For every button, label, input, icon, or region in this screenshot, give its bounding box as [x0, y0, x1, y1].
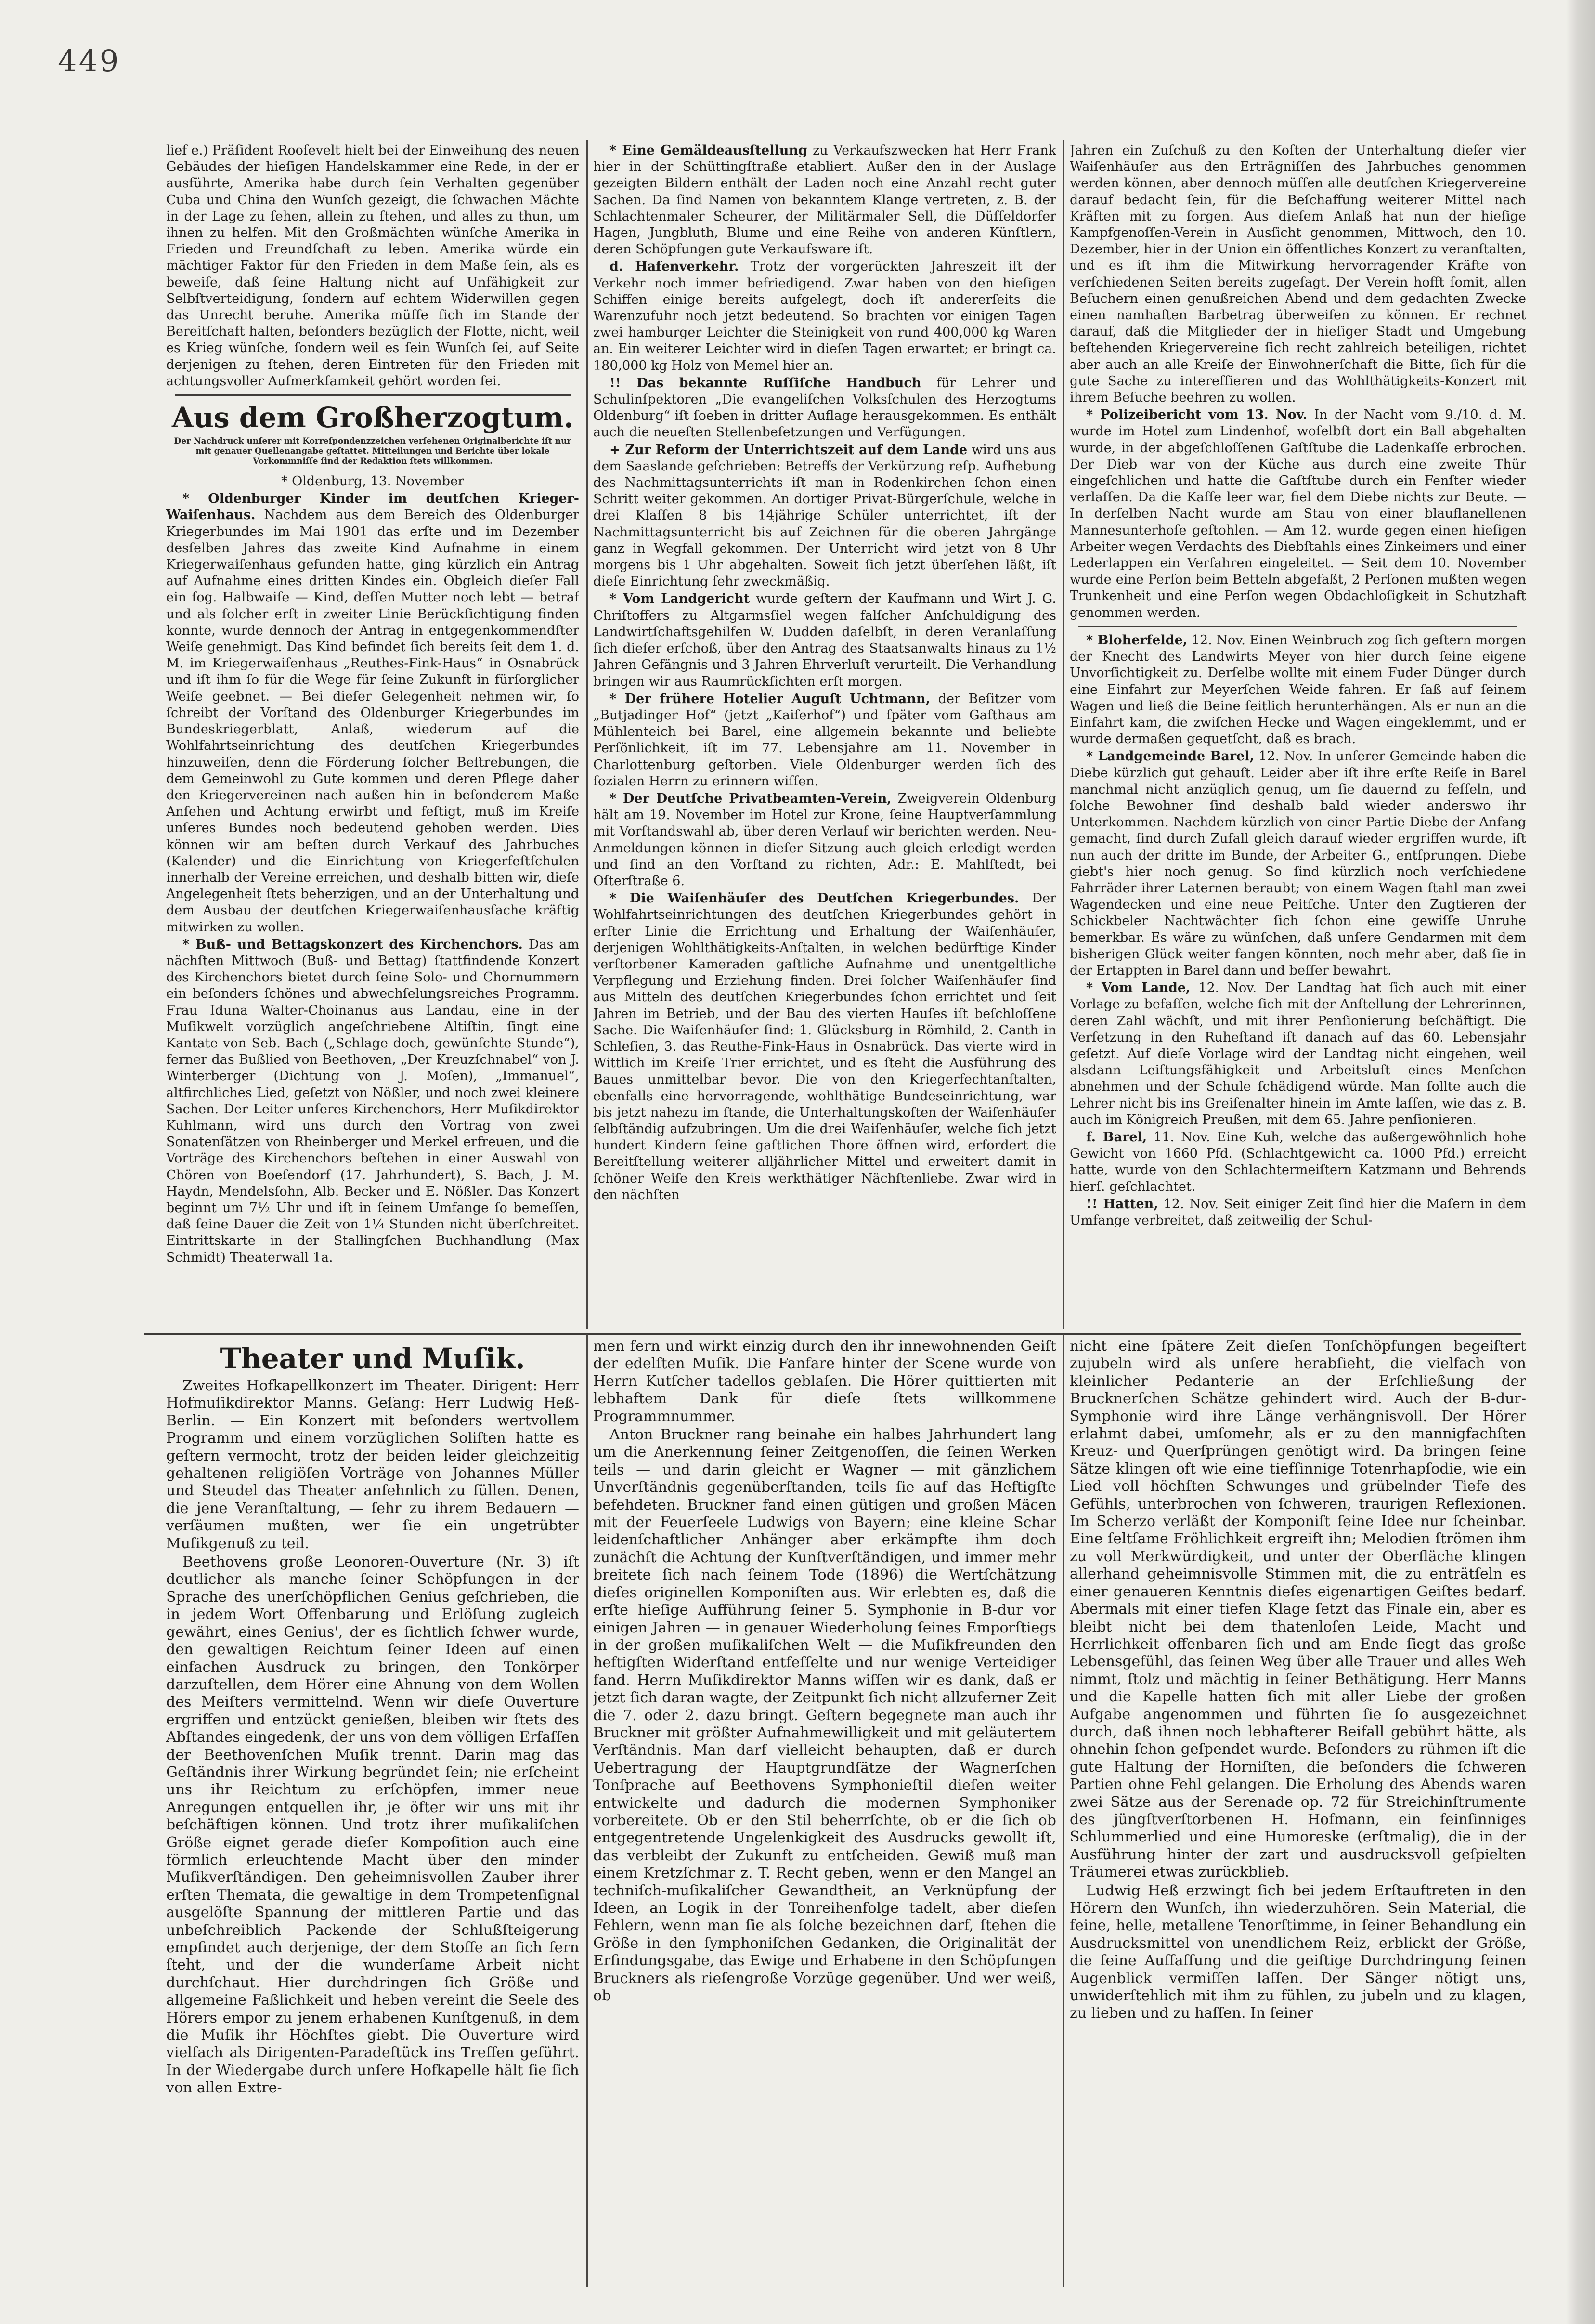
text-waisenhaus-continued: Jahren ein Zuſchuß zu den Koſten der Unterhaltung dieſer vier Waiſenhäuſer aus den Erträgniſſen des Jahrbuches genommen werden können, aber dennoch müſſen alle deutſchen Kriegervereine darauf bedacht ſein, für die Beſchaffung weiterer Mittel nach Kräften mit zu ſorgen. Aus dieſem Anlaß hat nun der hieſige Kampfgenoſſen-Verein in Ausſicht genommen, Mittwoch, den 10. Dezember, hier in der Union ein öffentliches Konzert zu veranſtalten, und es iſt ihm die Mitwirkung hervorragender Kräfte von verſchiedenen Seiten bereits zugeſagt. Der Verein hofft ſomit, allen Beſuchern einen genußreichen Abend und dem gedachten Zwecke einen namhaften Barbetrag überweiſen zu können. Er rechnet darauf, daß die Mitglieder der in hieſiger Stadt und Umgebung beſtehenden Kriegervereine ſich recht zahlreich beteiligen, richtet aber auch an alle Kreiſe der Einwohnerſchaft die Bitte, ſich für die gute Sache zu intereſſieren und das Wohlthätigkeits-Konzert mit ihrem Beſuche beehren zu wollen. — [1070, 143, 1526, 405]
divider — [175, 394, 571, 396]
text-vom-lande: 12. Nov. Der Landtag hat ſich auch mit einer Vorlage zu befaſſen, welche ſich mit der Anſtellung der Lehrerinnen, deren Zahl wächſt, und mit ihrer Penſionierung beſchäftigt. Die Verſetzung in den Ruheſtand iſt danach auf das 60. Lebensjahr geſetzt. Auf dieſe Vorlage wird der Landtag nicht eingehen, weil alsdann Leiſtungsfähigkeit und Arbeitsluſt eines Menſchen abnehmen und der Schule ſchädigend würde. Man ſollte auch die Lehrer nicht bis ins Greiſenalter hinein im Amte laſſen, wie das z. B. auch im Königreich Preußen, mit dem 65. Jahre penſionieren. — [1070, 980, 1526, 1127]
headline-bloherfelde: * Bloherfelde, — [1086, 632, 1188, 648]
section-title-theater: Theater und Muſik. — [220, 1342, 525, 1375]
headline-landgemeinde-barel: * Landgemeinde Barel, — [1086, 749, 1254, 764]
headline-barel: f. Barel, — [1086, 1129, 1147, 1145]
text-landgericht: wurde geſtern der Kaufmann und Wirt J. G. Chriſtoffers zu Altgarmsſiel wegen falſcher Anſchuldigung des Landwirtſchaftsgehilfen W. Dudden daſelbſt, in deren Veranlaſſung ſich dieſer erſchoß, über den Antrag des Staatsanwalts hinaus zu 1½ Jahren Gefängnis und 3 Jahren Ehrverluſt verurteilt. Die Verhandlung bringen wir aus Raumrückſichten erſt morgen. — [593, 591, 1056, 689]
divider — [1078, 626, 1517, 627]
text-handbuch: für Lehrer und Schulinſpektoren „Die evangeliſchen Volksſchulen des Herzogtums Oldenburg“ iſt ſoeben in dritter Auflage herausgekommen. Es enthält auch die neueſten Stellenbeſetzungen und Verfügungen. — [593, 375, 1056, 440]
section-title-grossherzogtum: Aus dem Großherzogtum. — [171, 401, 574, 434]
headline-landgericht: * Vom Landgericht — [609, 591, 750, 607]
text-bruckner-continued: nicht eine ſpätere Zeit dieſen Tonſchöpfungen begeiſtert zujubeln wird als unſere herabſieht, die vielfach von kleinlicher Pedanterie an der Erſchließung der Brucknerſchen Schätze gehindert wird. Auch der B-dur-Symphonie wird ihre Länge verhängnisvoll. Der Hörer erlahmt dabei, umſomehr, als er zu den mannigfachſten Kreuz- und Querſprüngen genötigt wird. Da bringen ſeine Sätze klingen oft wie eine tiefſinnige Totenrhapſodie, wie ein Lied voll höchſten Schwunges und grübelnder Tiefe des Gefühls, unterbrochen von ſchweren, traurigen Reflexionen. Im Scherzo verläßt der Komponiſt ſeine Idee nur ſcheinbar. Eine ſeltſame Fröhlichkeit ergreift ihn; Melodien ſtrömen ihm zu voll Merkwürdigkeit, und unter der Oberfläche klingen allerhand geheimnisvolle Stimmen mit, die zu enträtſeln es einer genaueren Kenntnis dieſes eigenartigen Geiſtes bedarf. Abermals mit einer tiefen Klage ſetzt das Finale ein, aber es bleibt nicht bei dem thatenloſen Leide, Macht und Herrlichkeit offenbaren ſich und am Ende ſiegt das große Lebensgefühl, das ſeinen Weg über alle Trauer und alles Weh nimmt, ſtolz und mächtig in ſeiner Bethätigung. Herr Manns und die Kapelle hatten ſich mit aller Liebe der großen Aufgabe angenommen und führten ſie ſo ausgezeichnet durch, daß ihnen noch lebhafterer Beifall gebührt hätte, als ohnehin ſchon geſpendet wurde. Beſonders zu rühmen iſt die gute Haltung der Horniſten, die beſonders die ſchweren Partien ohne Fehl gelangen. Die Erholung des Abends waren zwei Sätze aus der Serenade op. 72 für Streichinſtrumente des jüngſtverſtorbenen H. Hofmann, ein feinſinniges Schlummerlied und eine Humoreske (erſtmalig), die in der Ausführung hinter der zart und ausdrucksvoll geſpielten Träumerei etwas zurückblieb. — [1070, 1338, 1526, 1881]
headline-hafenverkehr: d. Hafenverkehr. — [609, 259, 739, 274]
text-bruckner: Anton Bruckner rang beinahe ein halbes Jahrhundert lang um die Anerkennung ſeiner Zeitgenoſſen, die ſeinen Werken teils — und darin gleicht er Wagner — mit gänzlichem Unverſtändnis gegenüberſtanden, teils ſie auf das Heftigſte befehdeten. Bruckner fand einen gütigen und großen Mäcen mit der Feuerſeele Ludwigs von Bayern; eine kleine Schar leidenſchaftlicher Anhänger aber erkämpfte ihm doch zunächſt die Achtung der Kunſtverſtändigen, und immer mehr breitete ſich nach ſeinem Tode (1896) die Wertſchätzung dieſes originellen Komponiſten aus. Wir erlebten es, daß die erſte hieſige Aufführung ſeiner 5. Symphonie in B-dur vor einigen Jahren — in genauer Wiederholung ſeines Emporſtiegs in der großen muſikaliſchen Welt — die Muſikfreunden den heftigſten Widerſtand entfeſſelte und nur wenige Verteidiger fand. Herrn Muſikdirektor Manns wiſſen wir es dank, daß er jetzt ſich daran wagte, der Zeitpunkt ſich nicht allzuferner Zeit die 7. oder 2. dazu bringt. Geſtern begegnete man auch ihr Bruckner mit größter Aufnahmewilligkeit und mit geläutertem Verſtändnis. Man darf vielleicht behaupten, daß er durch Uebertragung der Hauptgrundſätze der Wagnerſchen Tonſprache auf Beethovens Symphonieſtil dieſen weiter entwickelte und dadurch die modernen Symphoniker vorbereitete. Ob er den Stil beherrſchte, ob er die ſich ob entgegentretende Ungelenkigkeit des Ausdrucks gewollt iſt, das verbleibt der Zukunft zu entſcheiden. Gewiß muß man einem Kretzſchmar z. T. Recht geben, wenn er den Mangel an techniſch-muſikaliſcher Gewandtheit, an Verknüpfung der Ideen, an Logik in der Tonreihenfolge tadelt, aber dieſen Fehlern, wenn man ſie als ſolche bezeichnen darf, ſtehen die Größe in den ſymphoniſchen Gedanken, die Originalität der Erfindungsgabe, das Ewige und Erhabene in den Schöpfungen Bruckners als rieſengroße Vorzüge gegenüber. Und wer weiß, ob — [593, 1426, 1056, 2005]
headline-gemaeldeausstellung: * Eine Gemäldeausſtellung — [609, 143, 807, 158]
text-hafenverkehr: Trotz der vorgerückten Jahreszeit iſt der Verkehr noch immer befriedigend. Zwar haben von den hieſigen Schiffen einige bereits aufgelegt, doch iſt andererſeits die Warenzufuhr noch jetzt bedeutend. So brachten vor einigen Tagen zwei hamburger Leichter die Steinigkeit von rund 400,000 kg Waren an. Ein weiterer Leichter wird in dieſen Tagen erwartet; er bringt ca. 180,000 kg Holz von Memel hier an. — [593, 259, 1056, 373]
headline-privatbeamten: * Der Deutſche Privatbeamten-Verein, — [609, 791, 892, 806]
headline-vom-lande: * Vom Lande, — [1086, 980, 1191, 996]
text-uchtmann: der Beſitzer vom „Butjadinger Hof“ (jetzt „Kaiſerhof“) und ſpäter vom Gaſthaus am Mühlenteich bei Barel, eine allgemein bekannte und beliebte Perſönlichkeit, iſt im 77. Lebensjahre am 11. November in Charlottenburg geſtorben. Viele Oldenburger werden ſich des ſozialen Herrn zu erinnern wiſſen. — [593, 691, 1056, 789]
text-kriegerwaisenhaus: Nachdem aus dem Bereich des Oldenburger Kriegerbundes im Mai 1901 das erſte und im Dezember desſelben Jahres das zweite Kind Aufnahme in einem Kriegerwaiſenhaus gefunden hatte, ging kürzlich ein Antrag auf Aufnahme eines dritten Kindes ein. Obgleich dieſer Fall ein ſog. Halbwaiſe — Kind, deſſen Mutter noch lebt — betraf und als ſolcher erſt in zweiter Linie Berückſichtigung finden konnte, wurde dennoch der Antrag in entgegenkommendſter Weiſe genehmigt. Das Kind befindet ſich bereits ſeit dem 1. d. M. im Kriegerwaiſenhaus „Reuthes-Fink-Haus“ in Osnabrück und iſt ihm ſo für die Wege für ſeine Zukunft in fürſorglicher Weiſe geebnet. — Bei dieſer Gelegenheit nehmen wir, ſo ſchreibt der Vorſtand des Oldenburger Kriegerbundes im Bundeskriegerblatt, Anlaß, wiederum auf die Wohlfahrtseinrichtung des deutſchen Kriegerbundes hinzuweiſen, denn die Förderung ſolcher Beſtrebungen, die dem Gemeinwohl zu Gute kommen und deren Pflege daher den Kriegervereinen nach außen hin in beſonderem Maße Anſehen und Achtung erwirbt und feſtigt, muß im Kreiſe unſeres Bundes noch bedeutend gehoben werden. Dies können wir am beſten durch Verkauf des Jahrbuches (Kalender) und die Einrichtung von Kriegerfeſtſchulen innerhalb der Vereine erreichen, und deshalb bitten wir, dieſe Angelegenheit ſtets beherzigen, und an der Unterhaltung und dem Ausbau der deutſchen Kriegerwaiſenhausſache kräftig mitwirken zu wollen. — [166, 508, 579, 935]
text-leonoren-ouverture: Beethovens große Leonoren-Ouverture (Nr. 3) iſt deutlicher als manche ſeiner Schöpfungen in der Sprache des unerſchöpflichen Genius geſchrieben, die in jedem Wort Offenbarung und Erlöſung zugleich gewährt, eines Genius', der es ſichtlich ſchwer wurde, den gewaltigen Reichtum ſeiner Ideen auf einen einfachen Ausdruck zu bringen, den Tonkörper darzuſtellen, dem Hörer eine Ahnung von dem Wollen des Meiſters vermittelnd. Wenn wir dieſe Ouverture ergriffen und entzückt genießen, bleiben wir ſtets des Abſtandes eingedenk, der uns von dem völligen Erfaſſen der Beethovenſchen Muſik trennt. Darin mag das Geſtändnis ihrer Wirkung begründet ſein; nie erſcheint uns ihr Reichtum zu erſchöpfen, immer neue Anregungen entquellen ihr, je öfter wir uns mit ihr beſchäftigen können. Und trotz ihrer muſikaliſchen Größe eignet gerade dieſer Kompoſition auch eine förmlich erleuchtende Macht über den minder Muſikverſtändigen. Den geheimnisvollen Zauber ihrer erſten Themata, die gewaltige in dem Trompetenſignal ausgelöſte Spannung der mittleren Partie und das unbeſchreiblich Packende der Schlußſteigerung empfindet auch derjenige, der dem Stoffe an ſich fern ſteht, und der die wunderſame Arbeit nicht durchſchaut. Hier durchdringen ſich Größe und allgemeine Faßlichkeit und heben vereint die Seele des Hörers empor zu jenem erhabenen Kunſtgenuß, in dem die Muſik ihr Höchſtes giebt. Die Ouverture wird vielfach als Dirigenten-Paradeſtück ins Treffen geführt. In der Wiedergabe durch unſere Hofkapelle hält ſie ſich von allen Extre- — [166, 1554, 579, 2097]
paragraph-roosevelt: lief e.) Präſident Rooſevelt hielt bei der Einweihung des neuen Gebäudes der hieſigen Handelskammer eine Rede, in der er ausführte, Amerika habe durch ſein Verhalten gegenüber Cuba und China den Wunſch gezeigt, die ſchwachen Mächte in der Lage zu ſehen, allein zu ſtehen, und alles zu thun, um ihnen zu helfen. Mit den Großmächten wünſche Amerika in Frieden und Freundſchaft zu leben. Amerika würde ein mächtiger Faktor für den Frieden in dem Maße ſein, als es beweiſe, daß ſeine Haltung nicht auf Unfähigkeit zur Selbſtverteidigung, ſondern auf echtem Widerwillen gegen das Unrecht beruhe. Amerika müſſe ſich im Stande der Bereitſchaft halten, beſonders bezüglich der Flotte, nicht, weil es Krieg wünſche, ſondern weil es ſein Wunſch ſei, auf Seite derjenigen zu ſtehen, deren Eintreten für den Frieden mit achtungsvoller Aufmerkſamkeit gehört worden ſei. — [166, 143, 579, 389]
page-number: 449 — [58, 43, 121, 78]
text-unterrichtszeit: wird uns aus dem Saaslande geſchrieben: Betreffs der Verkürzung reſp. Aufhebung des Nachmittagsunterrichts iſt man in Rodenkirchen ſchon einen Schritt weiter gekommen. An dortiger Privat-Bürgerſchule, welche in drei Klaſſen 8 bis 14jährige Schüler unterrichtet, iſt der Nachmittagsunterricht bis auf Zeichnen für die oberen Jahrgänge ganz in Wegfall gekommen. Der Unterricht wird jetzt von 8 Uhr morgens bis 1 Uhr abgehalten. Soweit ſich jetzt überſehen läßt, iſt dieſe Einrichtung ſehr zweckmäßig. — [593, 442, 1056, 589]
text-polizeibericht: In der Nacht vom 9./10. d. M. wurde im Hotel zum Lindenhof, woſelbſt dort ein Ball abgehalten wurde, in der abgeſchloſſenen Gaſtſtube die Ladenkaſſe erbrochen. Der Dieb war von der Küche aus durch eine zweite Thür eingeſchlichen und hatte die Gaſtſtube durch ein Fenſter wieder verlaſſen. Da die Kaſſe leer war, fiel dem Diebe nichts zur Beute. — In derſelben Nacht wurde am Stau von einer blauflanellenen Mannesunterhoſe geſtohlen. — Am 12. wurde gegen einen hieſigen Arbeiter wegen Verdachts des Diebſtahls eines Zinkeimers und einer Lederlappen ein Verfahren eingeleitet. — Seit dem 10. November wurde eine Perſon beim Betteln abgefaßt, 2 Perſonen mußten wegen Trunkenheit und eine Perſon wegen Obdachloſigkeit in Schutzhaft genommen werden. — [1070, 407, 1526, 620]
text-waisenhaeuser: Der Wohlfahrtseinrichtungen des deutſchen Kriegerbundes gehört in erſter Linie die Errichtung und Erhaltung der Waiſenhäuſer, derjenigen Wohlthätigkeits-Anſtalten, in welchen bedürftige Kinder verſtorbener Kameraden gaſtliche Aufnahme und unentgeltliche Verpflegung und Erziehung finden. Drei ſolcher Waiſenhäuſer ſind aus Mitteln des deutſchen Kriegerbundes ſchon errichtet und ſeit Jahren im Betrieb, und der Bau des vierten Hauſes iſt beſchloſſene Sache. Die Waiſenhäuſer ſind: 1. Glücksburg in Römhild, 2. Canth in Schleſien, 3. das Reuthe-Fink-Haus in Osnabrück. Das vierte wird in Wittlich im Kreiſe Trier errichtet, und es ſteht die Ausführung des Baues unmittelbar bevor. Die von den Kriegerfechtanſtalten, ebenfalls eine hervorragende, wohlthätige Bundeseinrichtung, war bis jetzt nahezu im ſtande, die Unterhaltungskoſten der Waiſenhäuſer ſelbſtändig aufzubringen. Um die drei Waiſenhäuſer, welche ſich jetzt hundert Kindern ſeine gaſtlichen Thore öffnen wird, erfordert die Bereitſtellung weiterer alljährlicher Mittel und erweitert damit in ſchöner Weiſe den Kreis werkthätiger Nächſtenliebe. Zwar wird in den nächſten — [593, 891, 1056, 1202]
dateline: * Oldenburg, 13. November — [281, 474, 464, 489]
headline-kriegerwaisenhaus: * Oldenburger Kinder im deutſchen Krieger-Waiſenhaus. — [166, 491, 579, 523]
page-edge-shadow — [1566, 0, 1595, 2324]
column-rule-4 — [1063, 1334, 1064, 2287]
text-privatbeamten: Zweigverein Oldenburg hält am 19. November im Hotel zur Krone, ſeine Hauptverſammlung mit Vorſtandswahl ab, über deren Verlauf wir berichten werden. Neu-Anmeldungen können in dieſer Sitzung auch gleich erledigt werden und ſind an den Vorſtand zu richten, Adr.: E. Mahlſtedt, bei Oſterſtraße 6. — [593, 791, 1056, 888]
column-rule-3 — [586, 1334, 588, 2287]
column-3-top — [1070, 143, 1526, 1328]
headline-uchtmann: * Der frühere Hotelier Auguſt Uchtmann, — [609, 691, 930, 706]
section-divider — [144, 1333, 1521, 1335]
column-2-top — [593, 143, 1056, 1328]
headline-unterrichtszeit: + Zur Reform der Unterrichtszeit auf dem Lande — [609, 442, 968, 457]
text-gemaeldeausstellung: zu Verkaufszwecken hat Herr Frank hier in der Schüttingſtraße etabliert. Außer den in der Auslage gezeigten Bildern enthält der Laden noch eine Anzahl recht guter Sachen. Da ſind Namen von bekanntem Klange vertreten, z. B. der Schlachtenmaler Scheurer, der Militärmaler Sell, die Düſſeldorfer Hagen, Jungbluth, Blume und eine Reihe von anderen Künſtlern, deren Schöpfungen gute Verkaufsware iſt. — [593, 143, 1056, 257]
headline-polizeibericht: * Polizeibericht vom 13. Nov. — [1086, 407, 1308, 423]
section-subtitle: Der Nachdruck unſerer mit Korreſpondenzzeichen verſehenen Originalberichte iſt nur mit genauer Quellenangabe geſtattet. Mitteilungen und Berichte über lokale Vorkommniſſe ſind der Redaktion ſtets willkommen. — [174, 436, 571, 467]
column-3-bottom — [1070, 1338, 1526, 2282]
text-ludwig-hess: Ludwig Heß erzwingt ſich bei jedem Erſtauftreten in den Hörern den Wunſch, ihn wiederzuhören. Sein Material, die feine, helle, metallene Tenorſtimme, in ſeiner Behandlung ein Ausdrucksmittel von unendlichem Reiz, erblickt der Größe, die feine Auffaſſung und die geiſtige Durchdringung ſeinen Augenblick vermiſſen laſſen. Der Sänger nötigt uns, unwiderſtehlich mit ihm zu fühlen, zu jubeln und zu klagen, zu lieben und zu haſſen. In ſeiner — [1070, 1882, 1526, 2022]
column-2-bottom — [593, 1338, 1056, 2282]
headline-bettagskonzert: * Buß- und Bettagskonzert des Kirchenchors. — [182, 937, 523, 952]
text-barel: 11. Nov. Eine Kuh, welche das außergewöhnlich hohe Gewicht von 1660 Pfd. (Schlachtgewicht ca. 1000 Pfd.) erreicht hatte, wurde von den Schlachtermeiſtern Katzmann und Behrends hierſ. geſchlachtet. — [1070, 1129, 1526, 1194]
headline-waisenhaeuser: * Die Waiſenhäuſer des Deutſchen Kriegerbundes. — [609, 891, 1019, 906]
column-rule-1 — [586, 140, 588, 1329]
text-bloherfelde: 12. Nov. Einen Weinbruch zog ſich geſtern morgen der Knecht des Landwirts Meyer von hier durch ſeine eigene Unvorſichtigkeit zu. Derſelbe wollte mit einem Fuder Dünger durch eine Einfahrt zur Meyerſchen Weide fahren. Er ſaß auf ſeinem Wagen und ließ die Beine ſeitlich herunterhängen. Als er nun an die Einfahrt kam, die zwiſchen Hecke und Wagen eingeklemmt, und er wurde dermaßen gequetſcht, daß es brach. — [1070, 632, 1526, 747]
column-1-top — [166, 143, 579, 1328]
column-rule-2 — [1063, 140, 1064, 1329]
text-bettagskonzert: Das am nächſten Mittwoch (Buß- und Bettag) ſtattfindende Konzert des Kirchenchors bietet durch ſeine Solo- und Chornummern ein beſonders ſchönes und abwechſelungsreiches Programm. Frau Iduna Walter-Choinanus aus Landau, eine in der Muſikwelt vorzüglich angeſchriebene Altiſtin, ſingt eine Kantate von Seb. Bach („Schlage doch, gewünſchte Stunde“), ferner das Bußlied von Beethoven, „Der Kreuzſchnabel“ von J. Winterberger (Dichtung von J. Moſen), „Immanuel“, altfirchliches Lied, geſetzt von Nößler, und noch zwei kleinere Sachen. Der Leiter unſeres Kirchenchors, Herr Muſikdirektor Kuhlmann, wird uns durch den Vortrag von zwei Sonatenſätzen von Rheinberger und Merkel erfreuen, und die Vorträge des Kirchenchors beſtehen in einer Auswahl von Chören von Boeſendorf (17. Jahrhundert), S. Bach, J. M. Haydn, Mendelsſohn, Alb. Becker und E. Nößler. Das Konzert beginnt um 7½ Uhr und iſt in ſeinem Umfange ſo bemeſſen, daß ſeine Dauer die Zeit von 1¼ Stunden nicht überſchreitet. Eintrittskarte in der Stallingſchen Buchhandlung (Max Schmidt) Theaterwall 1a. — [166, 937, 579, 1265]
headline-hatten: !! Hatten, — [1086, 1196, 1158, 1212]
text-hatten: 12. Nov. Seit einiger Zeit ſind hier die Maſern in dem Umfange verbreitet, daß zeitweilig der Schul- — [1070, 1196, 1526, 1228]
text-landgemeinde-barel: 12. Nov. In unſerer Gemeinde haben die Diebe kürzlich gut gehauſt. Leider aber iſt ihre erſte Reiſe in Barel manchmal nicht anzüglich genug, um ſie dauernd zu feſſeln, und ſolche Bewohner ſind deshalb bald wieder anderswo ihr Unterkommen. Nachdem kürzlich von einer Partie Diebe der Anfang gemacht, ſind durch Zufall gleich darauf wieder ergriffen wurde, iſt nun auch der dritte im Bunde, der Arbeiter G., entſprungen. Diebe giebt's hier noch genug. So ſind kürzlich noch verſchiedene Fahrräder ihrer Laternen beraubt; von einem Wagen ſtahl man zwei Wagendecken und eine neue Peitſche. Unter den Zugtieren der Schickbeler Nachtwächter ſich ſchon eine gewiſſe Unruhe bemerkbar. Es wäre zu wünſchen, daß unſere Gendarmen mit dem bisherigen Glück weiter fangen könnten, noch mehr aber, daß ſie in der Ertappten in Barel dann und beſſer bewahrt. — [1070, 749, 1526, 978]
headline-handbuch: !! Das bekannte Ruſſiſche Handbuch — [609, 375, 921, 391]
text-ouverture-continued: men fern und wirkt einzig durch den ihr innewohnenden Geiſt der edelſten Muſik. Die Fanfare hinter der Scene wurde von Herrn Kutſcher tadellos geblaſen. Die Hörer quittierten mit lebhaftem Dank für dieſe ſtets willkommene Programmnummer. — [593, 1338, 1056, 1425]
text-hofkapellkonzert: Zweites Hofkapellkonzert im Theater. Dirigent: Herr Hofmuſikdirektor Manns. Geſang: Herr Ludwig Heß-Berlin. — Ein Konzert mit beſonders wertvollem Programm und einem vorzüglichen Soliſten hatte es geſtern vermocht, trotz der beiden leider gleichzeitig gehaltenen religiöſen Vorträge von Johannes Müller und Steudel das Theater anſehnlich zu füllen. Denen, die jene Veranſtaltung, — ſehr zu ihrem Bedauern — verſäumen mußten, wer ſie ein ungetrübter Muſikgenuß zu teil. — [166, 1377, 579, 1552]
column-1-bottom — [166, 1338, 579, 2282]
